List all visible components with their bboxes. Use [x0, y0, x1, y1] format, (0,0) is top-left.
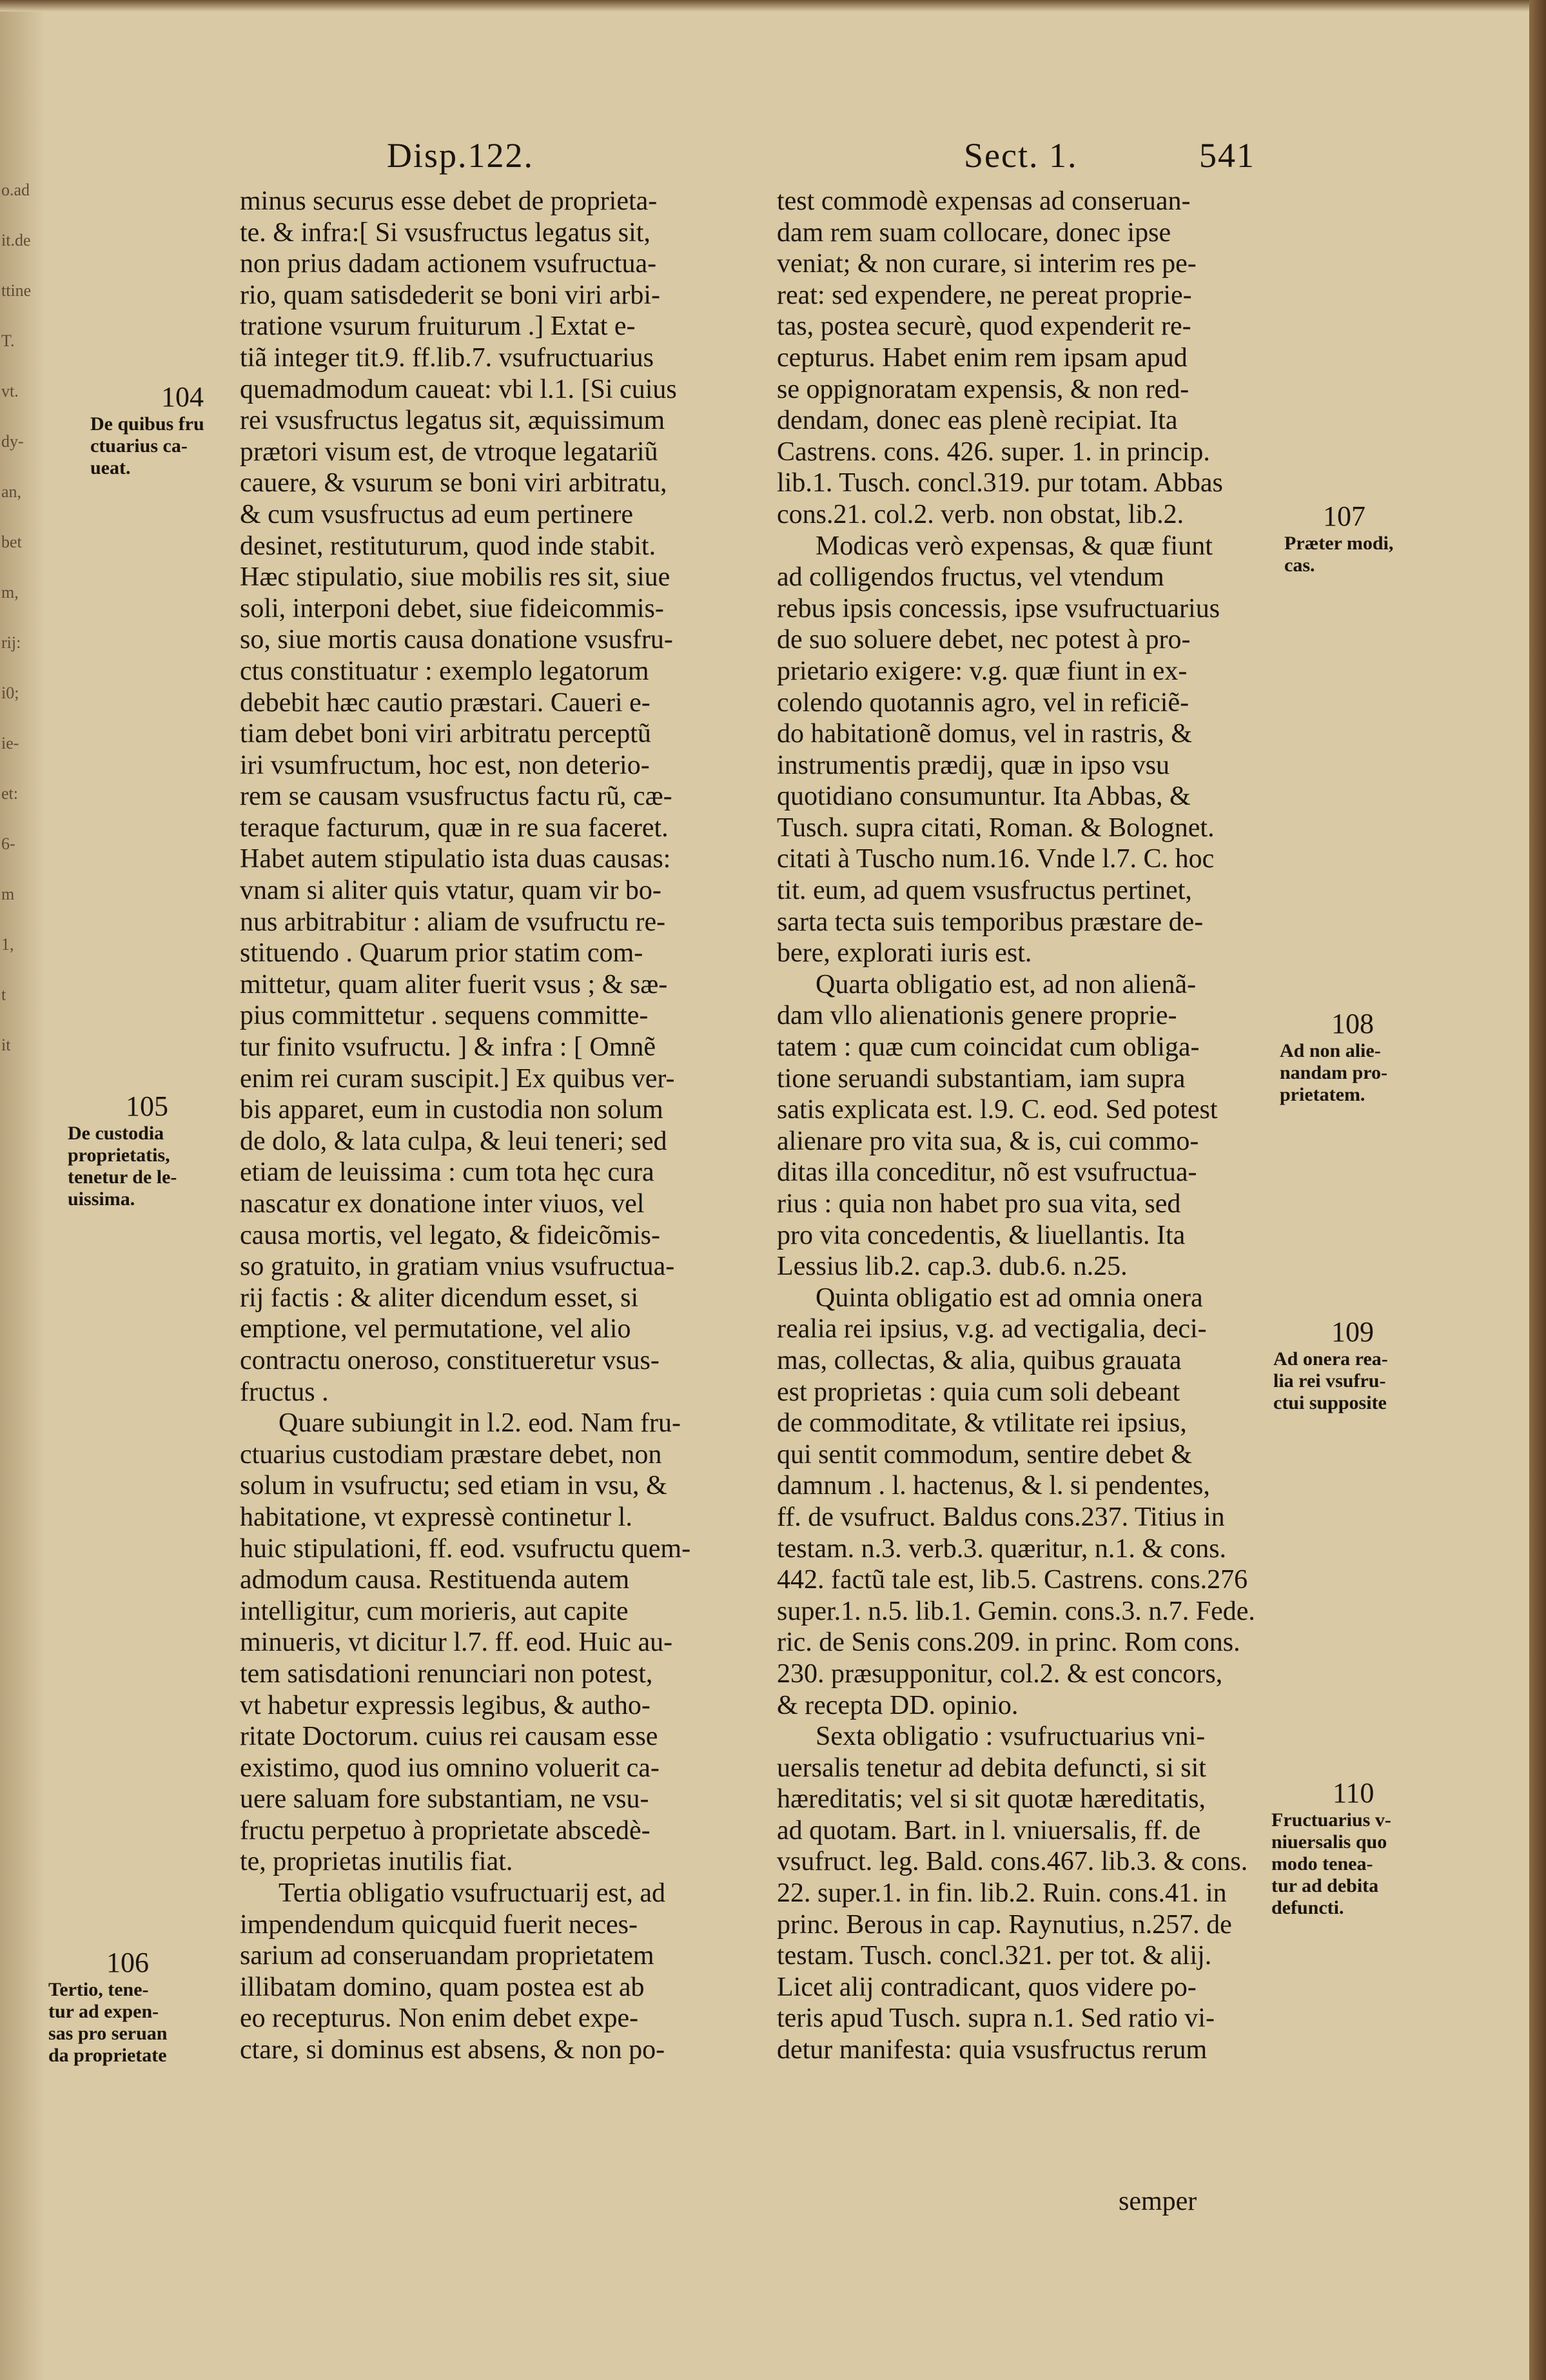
text-line: rius : quia non habet pro sua vita, sed	[777, 1189, 1181, 1219]
text-line: emptione, vel permutatione, vel alio	[240, 1314, 631, 1344]
bleed-through-fragment: vt.	[1, 382, 19, 400]
text-line: quemadmodum caueat: vbi l.1. [Si cuius	[240, 374, 677, 404]
text-line: cepturus. Habet enim rem ipsam apud	[777, 342, 1188, 373]
bleed-through-fragment: bet	[1, 533, 22, 551]
text-line: intelligitur, cum morieris, aut capite	[240, 1596, 629, 1626]
margin-note-number: 110	[1333, 1777, 1375, 1809]
text-line: ad colligendos fructus, vel vtendum	[777, 562, 1164, 593]
text-line: Quarta obligatio est, ad non alienã-	[816, 969, 1197, 999]
text-line: princ. Berous in cap. Raynutius, n.257. de	[777, 1909, 1232, 1940]
text-line: Tusch. supra citati, Roman. & Bolognet.	[777, 812, 1215, 843]
text-line: Licet alij contradicant, quos videre po-	[777, 1972, 1197, 2002]
margin-note-text: tenetur de le-	[68, 1166, 177, 1188]
bleed-through-fragment: an,	[1, 482, 22, 501]
margin-note-text: ctui supposite	[1273, 1392, 1387, 1413]
text-line: ad quotam. Bart. in l. vniuersalis, ff. de	[777, 1815, 1201, 1845]
bleed-through-fragment: dy-	[1, 432, 24, 451]
text-line: stituendo . Quarum prior statim com-	[240, 938, 643, 969]
margin-note-text: uissima.	[68, 1188, 135, 1210]
margin-note-text: proprietatis,	[68, 1145, 170, 1166]
margin-note-text: De custodia	[68, 1123, 164, 1144]
text-line: teraque facturum, quæ in re sua faceret.	[240, 812, 669, 843]
margin-note-text: defuncti.	[1271, 1897, 1344, 1918]
bleed-through-fragment: 6-	[1, 834, 15, 853]
margin-note-text: Præter modi,	[1284, 533, 1394, 554]
text-line: tatem : quæ cum coincidat cum obliga-	[777, 1032, 1200, 1063]
text-line: Tertia obligatio vsufructuarij est, ad	[279, 1878, 666, 1909]
text-line: uersalis tenetur ad debita defuncti, si sit	[777, 1753, 1206, 1783]
bleed-through-fragment: m	[1, 885, 15, 903]
margin-note-number: 109	[1331, 1316, 1374, 1348]
bleed-through-fragment: T.	[1, 331, 15, 350]
bleed-through-fragment: m,	[1, 583, 19, 602]
text-line: existimo, quod ius omnino voluerit ca-	[240, 1753, 660, 1783]
margin-note-text: tur ad debita	[1271, 1875, 1379, 1896]
text-line: ctare, si dominus est absens, & non po-	[240, 2035, 665, 2065]
text-line: Quinta obligatio est ad omnia onera	[816, 1283, 1203, 1313]
text-line: tratione vsurum fruiturum .] Extat e-	[240, 311, 636, 342]
bleed-through-fragment: o.ad	[1, 181, 30, 199]
text-line: vsufruct. leg. Bald. cons.467. lib.3. & cons.	[777, 1847, 1248, 1877]
text-line: desinet, restituturum, quod inde stabit.	[240, 531, 656, 561]
text-line: illibatam domino, quam postea est ab	[240, 1972, 645, 2002]
text-line: satis explicata est. l.9. C. eod. Sed potest	[777, 1095, 1218, 1125]
facing-page-bleed	[0, 0, 45, 2380]
text-line: vnam si aliter quis vtatur, quam vir bo-	[240, 876, 661, 906]
text-line: tiam debet boni viri arbitratu perceptũ	[240, 719, 651, 749]
margin-note-110	[1271, 1776, 1433, 1919]
margin-note-text: Ad non alie-	[1280, 1040, 1381, 1061]
text-line: se oppignoratam expensis, & non red-	[777, 374, 1189, 404]
text-line: lib.1. Tusch. concl.319. pur totam. Abbas	[777, 468, 1223, 498]
text-line: te. & infra:[ Si vsusfructus legatus sit,	[240, 217, 651, 248]
text-line: Hæc stipulatio, siue mobilis res sit, siue	[240, 562, 670, 593]
margin-note-text: tur ad expen-	[48, 2001, 159, 2022]
bleed-through-fragment: et:	[1, 784, 18, 803]
text-line: so gratuito, in gratiam vnius vsufructua-	[240, 1252, 675, 1282]
text-line: rij factis : & aliter dicendum esset, si	[240, 1283, 639, 1313]
text-line: non prius dadam actionem vsufructua-	[240, 249, 657, 279]
text-line: 442. factũ tale est, lib.5. Castrens. cons.276	[777, 1565, 1248, 1595]
text-line: sarta tecta suis temporibus præstare de-	[777, 907, 1204, 937]
text-line: enim rei curam suscipit.] Ex quibus ver-	[240, 1063, 675, 1094]
text-line: minueris, vt dicitur l.7. ff. eod. Huic au-	[240, 1628, 673, 1658]
text-line: contractu oneroso, constitueretur vsus-	[240, 1345, 660, 1375]
text-line: citati à Tuscho num.16. Vnde l.7. C. hoc	[777, 844, 1215, 874]
catchword: semper	[1119, 2187, 1197, 2216]
text-line: tem satisdationi renunciari non potest,	[240, 1658, 653, 1689]
margin-note-number: 106	[106, 1947, 149, 1978]
text-line: Modicas verò expensas, & quæ fiunt	[816, 531, 1213, 561]
bleed-through-fragment: t	[1, 985, 6, 1004]
text-line: bere, explorati iuris est.	[777, 938, 1032, 969]
text-line: rei vsusfructus legatus sit, æquissimum	[240, 406, 665, 436]
margin-note-number: 105	[126, 1090, 168, 1122]
text-line: solum in vsufructu; sed etiam in vsu, &	[240, 1471, 667, 1501]
text-line: tur finito vsufructu. ] & infra : [ Omnẽ	[240, 1032, 656, 1063]
text-line: detur manifesta: quia vsusfructus rerum	[777, 2035, 1208, 2065]
text-line: ctuarius custodiam præstare debet, non	[240, 1439, 662, 1470]
text-line: minus securus esse debet de proprieta-	[240, 186, 658, 216]
text-line: cauere, & vsurum se boni viri arbitratu,	[240, 468, 667, 498]
text-line: soli, interponi debet, siue fideicommis-	[240, 593, 664, 624]
margin-note-text: sas pro seruan	[48, 2023, 168, 2044]
bleed-through-fragment: i0;	[1, 684, 19, 702]
margin-note-106	[48, 1946, 210, 2067]
margin-note-text: Tertio, tene-	[48, 1979, 149, 2000]
text-line: uere saluam fore substantiam, ne vsu-	[240, 1784, 649, 1815]
bleed-through-fragment: it.de	[1, 231, 31, 250]
text-line: huic stipulationi, ff. eod. vsufructu quem-	[240, 1533, 691, 1564]
text-line: de commoditate, & vtilitate rei ipsius,	[777, 1408, 1187, 1439]
margin-note-text: De quibus fru	[90, 413, 204, 435]
text-line: damnum . l. hactenus, & l. si pendentes,	[777, 1471, 1210, 1501]
text-line: rem se causam vsusfructus factu rũ, cæ-	[240, 782, 672, 812]
margin-note-104	[90, 380, 239, 479]
text-line: tas, postea securè, quod expenderit re-	[777, 311, 1191, 342]
text-line: super.1. n.5. lib.1. Gemin. cons.3. n.7. Fede.	[777, 1596, 1255, 1626]
text-line: tiã integer tit.9. ff.lib.7. vsufructuarius	[240, 342, 654, 373]
margin-note-text: modo tenea-	[1271, 1853, 1373, 1874]
text-line: Quare subiungit in l.2. eod. Nam fru-	[279, 1408, 681, 1439]
text-line: te, proprietas inutilis fiat.	[240, 1847, 513, 1877]
text-line: sarium ad conseruandam proprietatem	[240, 1941, 654, 1971]
margin-note-text: cas.	[1284, 555, 1315, 576]
running-head-center: Sect. 1.	[964, 136, 1078, 175]
margin-note-number: 108	[1331, 1008, 1374, 1039]
text-line: vt habetur expressis legibus, & autho-	[240, 1690, 651, 1720]
text-line: do habitationẽ domus, vel in rastris, &	[777, 719, 1192, 749]
text-line: debebit hæc cautio præstari. Caueri e-	[240, 687, 651, 718]
text-line: cons.21. col.2. verb. non obstat, lib.2.	[777, 499, 1184, 529]
text-line: prietario exigere: v.g. quæ fiunt in ex-	[777, 656, 1188, 686]
text-line: causa mortis, vel legato, & fideicõmis-	[240, 1220, 660, 1250]
text-line: 230. præsupponitur, col.2. & est concors,	[777, 1658, 1223, 1689]
bleed-through-fragment: it	[1, 1036, 11, 1054]
margin-note-text: ctuarius ca-	[90, 435, 188, 457]
margin-note-109	[1273, 1315, 1431, 1414]
text-line: testam. n.3. verb.3. quæritur, n.1. & cons.	[777, 1533, 1227, 1564]
page-right-edge	[1529, 0, 1546, 2380]
text-line: de suo soluere debet, nec potest à pro-	[777, 625, 1191, 655]
text-line: Habet autem stipulatio ista duas causas:	[240, 844, 671, 874]
margin-note-text: prietatem.	[1280, 1084, 1365, 1105]
text-line: ric. de Senis cons.209. in princ. Rom cons.	[777, 1628, 1240, 1658]
text-line: prætori visum est, de vtroque legatariũ	[240, 437, 658, 467]
text-line: pius committetur . sequens committe-	[240, 1001, 649, 1031]
text-line: admodum causa. Restituenda autem	[240, 1565, 630, 1595]
bleed-through-fragment: rij:	[1, 633, 21, 652]
margin-note-107	[1284, 500, 1433, 576]
text-line: ditas illa conceditur, nõ est vsufructua-	[777, 1157, 1197, 1188]
text-line: impendendum quicquid fuerit neces-	[240, 1909, 638, 1940]
text-line: 22. super.1. in fin. lib.2. Ruin. cons.41. in	[777, 1878, 1227, 1909]
text-line: nus arbitrabitur : aliam de vsufructu re-	[240, 907, 666, 937]
text-line: so, siue mortis causa donatione vsusfru-	[240, 625, 673, 655]
text-line: & cum vsusfructus ad eum pertinere	[240, 499, 633, 529]
text-line: dam rem suam collocare, donec ipse	[777, 217, 1171, 248]
text-line: iri vsumfructum, hoc est, non deterio-	[240, 750, 650, 780]
text-line: tit. eum, ad quem vsusfructus pertinet,	[777, 876, 1192, 906]
text-line: dendam, donec eas plenè recipiat. Ita	[777, 406, 1178, 436]
text-line: mittetur, quam aliter fuerit vsus ; & sæ-	[240, 969, 668, 999]
bleed-through-fragment: 1,	[1, 935, 14, 954]
margin-note-text: nandam pro-	[1280, 1062, 1387, 1083]
margin-note-text: da proprietate	[48, 2045, 167, 2066]
text-line: alienare pro vita sua, & is, cui commo-	[777, 1126, 1199, 1156]
bleed-through-fragment: ie-	[1, 734, 19, 752]
text-line: test commodè expensas ad conseruan-	[777, 186, 1191, 216]
text-line: fructu perpetuo à proprietate abscedè-	[240, 1815, 651, 1845]
text-line: teris apud Tusch. supra n.1. Sed ratio vi-	[777, 2003, 1215, 2034]
margin-note-text: Ad onera rea-	[1273, 1348, 1388, 1370]
text-line: eo recepturus. Non enim debet expe-	[240, 2003, 639, 2034]
margin-note-text: ueat.	[90, 457, 131, 478]
text-line: ctus constituatur : exemplo legatorum	[240, 656, 649, 686]
margin-note-text: niuersalis quo	[1271, 1831, 1387, 1853]
text-line: testam. Tusch. concl.321. per tot. & alij.	[777, 1941, 1212, 1971]
text-line: pro vita concedentis, & liuellantis. Ita	[777, 1220, 1186, 1250]
margin-note-number: 107	[1323, 500, 1365, 532]
text-line: habitatione, vt expressè continetur l.	[240, 1502, 632, 1532]
text-line: etiam de leuissima : cum tota hęc cura	[240, 1157, 654, 1188]
margin-note-text: Fructuarius v-	[1271, 1809, 1391, 1831]
page-number: 541	[1199, 136, 1255, 175]
margin-note-text: lia rei vsufru-	[1273, 1370, 1386, 1392]
text-line: reat: sed expendere, ne pereat proprie-	[777, 280, 1192, 310]
text-line: fructus .	[240, 1377, 329, 1407]
right-text-column	[777, 186, 1277, 2066]
text-line: est proprietas : quia cum soli debeant	[777, 1377, 1180, 1407]
text-line: realia rei ipsius, v.g. ad vectigalia, deci-	[777, 1314, 1207, 1344]
text-line: hæreditatis; vel si sit quotæ hæreditatis,	[777, 1784, 1206, 1815]
text-line: quotidiano consumuntur. Ita Abbas, &	[777, 782, 1191, 812]
text-line: dam vllo alienationis genere proprie-	[777, 1001, 1177, 1031]
text-line: de dolo, & lata culpa, & leui teneri; sed	[240, 1126, 667, 1156]
text-line: ff. de vsufruct. Baldus cons.237. Titius in	[777, 1502, 1225, 1532]
text-line: & recepta DD. opinio.	[777, 1690, 1019, 1720]
text-line: rebus ipsis concessis, ipse vsufructuarius	[777, 593, 1220, 624]
margin-note-number: 104	[161, 381, 204, 413]
page-top-edge	[0, 0, 1546, 12]
text-line: nascatur ex donatione inter viuos, vel	[240, 1189, 645, 1219]
text-line: bis apparet, eum in custodia non solum	[240, 1095, 663, 1125]
margin-note-105	[68, 1090, 235, 1210]
text-line: veniat; & non curare, si interim res pe-	[777, 249, 1197, 279]
text-line: qui sentit commodum, sentire debet &	[777, 1439, 1192, 1470]
text-line: Sexta obligatio : vsufructuarius vni-	[816, 1722, 1206, 1752]
text-line: Castrens. cons. 426. super. 1. in princip.	[777, 437, 1210, 467]
text-line: colendo quotannis agro, vel in reficiẽ-	[777, 687, 1189, 718]
left-text-column	[240, 186, 756, 2066]
text-line: tione seruandi substantiam, iam supra	[777, 1063, 1186, 1094]
text-line: rio, quam satisdederit se boni viri arbi-	[240, 280, 661, 310]
text-line: ritate Doctorum. cuius rei causam esse	[240, 1722, 658, 1752]
running-head-left: Disp.122.	[387, 136, 534, 175]
text-line: mas, collectas, & alia, quibus grauata	[777, 1345, 1182, 1375]
text-line: instrumentis prædij, quæ in ipso vsu	[777, 750, 1170, 780]
text-line: Lessius lib.2. cap.3. dub.6. n.25.	[777, 1252, 1128, 1282]
margin-note-108	[1280, 1007, 1434, 1106]
bleed-through-fragment: ttine	[1, 281, 32, 300]
